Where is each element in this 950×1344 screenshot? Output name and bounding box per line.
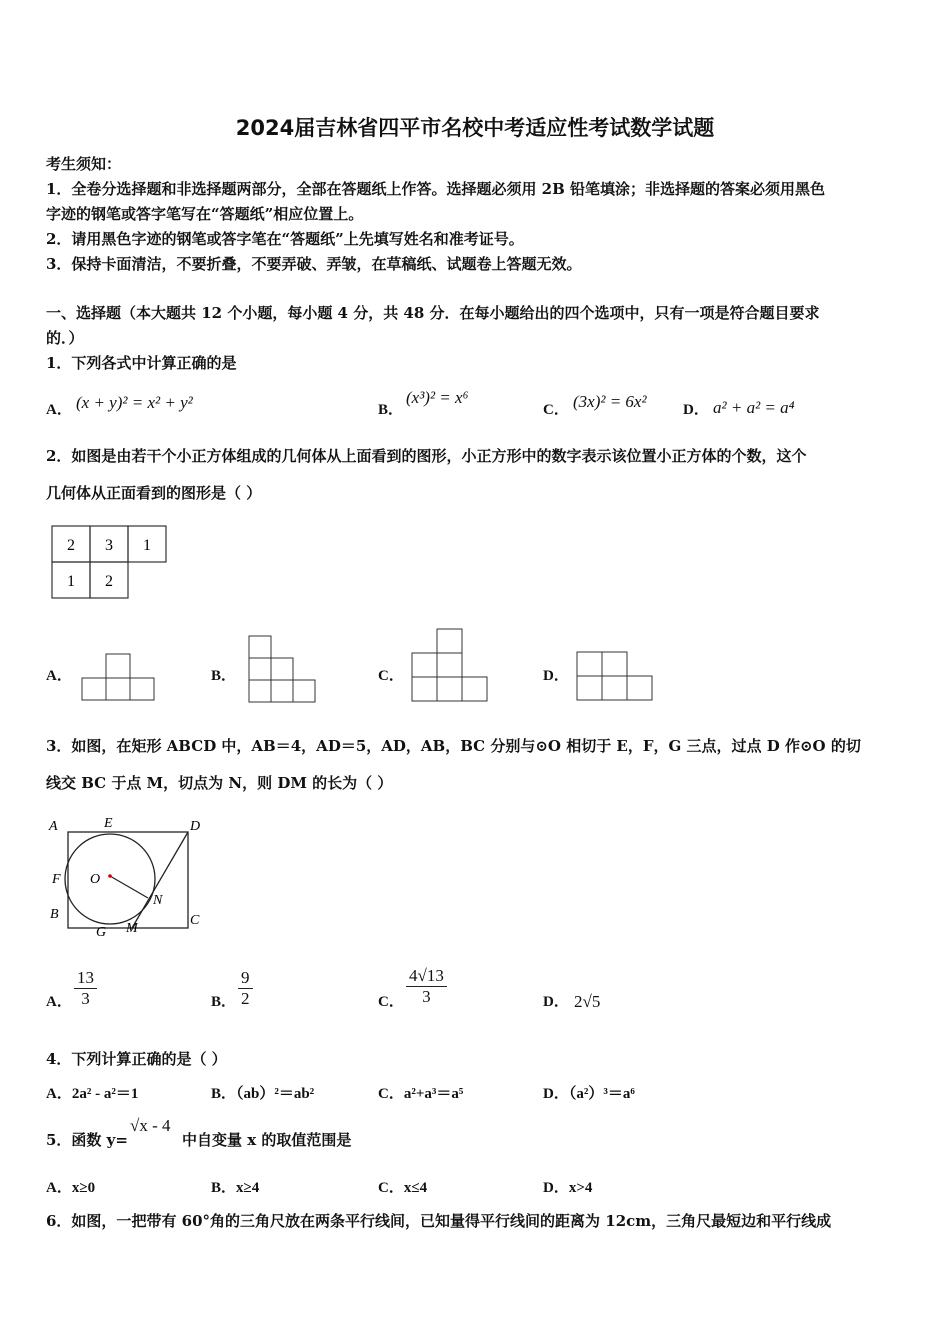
q2-option-d-figure bbox=[575, 650, 655, 702]
page-title: 2024届吉林省四平市名校中考适应性考试数学试题 bbox=[235, 116, 715, 140]
q4-stem: 4．下列计算正确的是（ ） bbox=[46, 1050, 227, 1068]
q1-option-d: a² + a² = a⁴ bbox=[713, 398, 795, 417]
q4-option-a: A．2a² - a²＝1 bbox=[46, 1086, 139, 1102]
q3-option-c-fraction bbox=[406, 966, 447, 1007]
q5-stem-suffix: 中自变量 x 的取值范围是 bbox=[182, 1131, 352, 1149]
notice-line-1b: 字迹的钢笔或答字笔写在“答题纸”相应位置上。 bbox=[46, 205, 364, 223]
notice-heading: 考生须知： bbox=[46, 155, 122, 173]
q3-option-a-label: A． bbox=[46, 994, 72, 1010]
q6-stem-line-1: 6．如图，一把带有 60°角的三角尺放在两条平行线间，已知量得平行线间的距离为 12cm，三角尺最短边和平行线成 bbox=[46, 1212, 832, 1230]
grid-cell-value: 2 bbox=[105, 573, 113, 590]
q1-option-c: (3x)² = 6x² bbox=[573, 392, 647, 411]
label-g: G bbox=[96, 925, 107, 940]
fraction-numerator: 4√13 bbox=[406, 966, 447, 987]
q2-option-a-label: A． bbox=[46, 668, 72, 684]
q2-option-a-figure bbox=[80, 652, 158, 704]
fraction-numerator: 13 bbox=[74, 968, 97, 989]
q2-option-c-label: C． bbox=[378, 668, 404, 684]
label-o: O bbox=[90, 872, 101, 887]
fraction-denominator: 3 bbox=[81, 989, 90, 1008]
fraction-numerator: 9 bbox=[238, 968, 253, 989]
grid-cell-value: 1 bbox=[67, 573, 75, 590]
notice-line-3: 3．保持卡面清洁，不要折叠，不要弄破、弄皱，在草稿纸、试题卷上答题无效。 bbox=[46, 255, 582, 273]
q3-option-b-label: B． bbox=[211, 994, 237, 1010]
q5-radical: √x - 4 bbox=[130, 1116, 171, 1135]
q3-rectangle-circle-diagram bbox=[44, 812, 214, 942]
label-e: E bbox=[104, 816, 113, 831]
label-n: N bbox=[153, 893, 163, 908]
q5-stem-prefix: 5．函数 y= bbox=[46, 1131, 128, 1149]
label-f: F bbox=[52, 872, 61, 887]
section-heading-line-2: 的．） bbox=[46, 329, 84, 347]
fraction-denominator: 2 bbox=[241, 989, 250, 1008]
q1-stem: 1．下列各式中计算正确的是 bbox=[46, 354, 237, 372]
q3-stem-line-1: 3．如图，在矩形 ABCD 中，AB＝4，AD＝5，AD，AB，BC 分别与⊙O 相切于 E，F，G 三点，过点 D 作⊙O 的切 bbox=[46, 737, 861, 755]
grid-cell-value: 2 bbox=[67, 537, 75, 554]
grid-cell-value: 1 bbox=[143, 537, 151, 554]
q4-option-d: D．（a²）³＝a⁶ bbox=[543, 1086, 635, 1102]
label-c: C bbox=[190, 913, 200, 928]
q3-option-a-fraction bbox=[74, 968, 97, 1009]
q1-option-d-label: D． bbox=[683, 402, 709, 418]
label-a: A bbox=[49, 819, 58, 834]
notice-line-1a: 1．全卷分选择题和非选择题两部分，全部在答题纸上作答。选择题必须用 2B 铅笔填涂；非选择题的答案必须用黑色 bbox=[46, 180, 826, 198]
q2-top-view-grid bbox=[44, 518, 174, 604]
q5-option-d: D．x>4 bbox=[543, 1180, 593, 1196]
label-d: D bbox=[190, 819, 201, 834]
q3-option-b-fraction bbox=[238, 968, 253, 1009]
section-heading-line-1: 一、选择题（本大题共 12 个小题，每小题 4 分，共 48 分．在每小题给出的四个选项中，只有一项是符合题目要求 bbox=[46, 304, 820, 322]
q2-option-b-label: B． bbox=[211, 668, 237, 684]
q5-option-b: B．x≥4 bbox=[211, 1180, 260, 1196]
q1-option-a: (x + y)² = x² + y² bbox=[76, 393, 193, 412]
q2-option-d-label: D． bbox=[543, 668, 569, 684]
label-m: M bbox=[126, 921, 138, 936]
label-b: B bbox=[50, 907, 59, 922]
q5-option-c: C．x≤4 bbox=[378, 1180, 428, 1196]
q4-option-b: B．（ab）²＝ab² bbox=[211, 1086, 315, 1102]
q2-option-b-figure bbox=[247, 634, 319, 704]
q5-option-a: A．x≥0 bbox=[46, 1180, 96, 1196]
q2-stem-line-1: 2．如图是由若干个小正方体组成的几何体从上面看到的图形，小正方形中的数字表示该位置小正方体的个数，这个 bbox=[46, 447, 807, 465]
q3-option-d: 2√5 bbox=[574, 992, 601, 1011]
q3-stem-line-2: 线交 BC 于点 M，切点为 N，则 DM 的长为（ ） bbox=[46, 774, 393, 792]
q1-option-b: (x³)² = x⁶ bbox=[406, 388, 469, 407]
q2-stem-line-2: 几何体从正面看到的图形是（ ） bbox=[46, 484, 262, 502]
q3-option-d-label: D． bbox=[543, 994, 569, 1010]
q1-option-c-label: C． bbox=[543, 402, 569, 418]
fraction-denominator: 3 bbox=[422, 987, 431, 1006]
q4-option-c: C．a²+a³＝a⁵ bbox=[378, 1086, 464, 1102]
q1-option-b-label: B． bbox=[378, 402, 404, 418]
q3-option-c-label: C． bbox=[378, 994, 404, 1010]
grid-cell-value: 3 bbox=[105, 537, 113, 554]
q1-option-a-label: A． bbox=[46, 402, 72, 418]
notice-line-2: 2．请用黑色字迹的钢笔或答字笔在“答题纸”上先填写姓名和准考证号。 bbox=[46, 230, 524, 248]
q2-option-c-figure bbox=[410, 627, 490, 704]
